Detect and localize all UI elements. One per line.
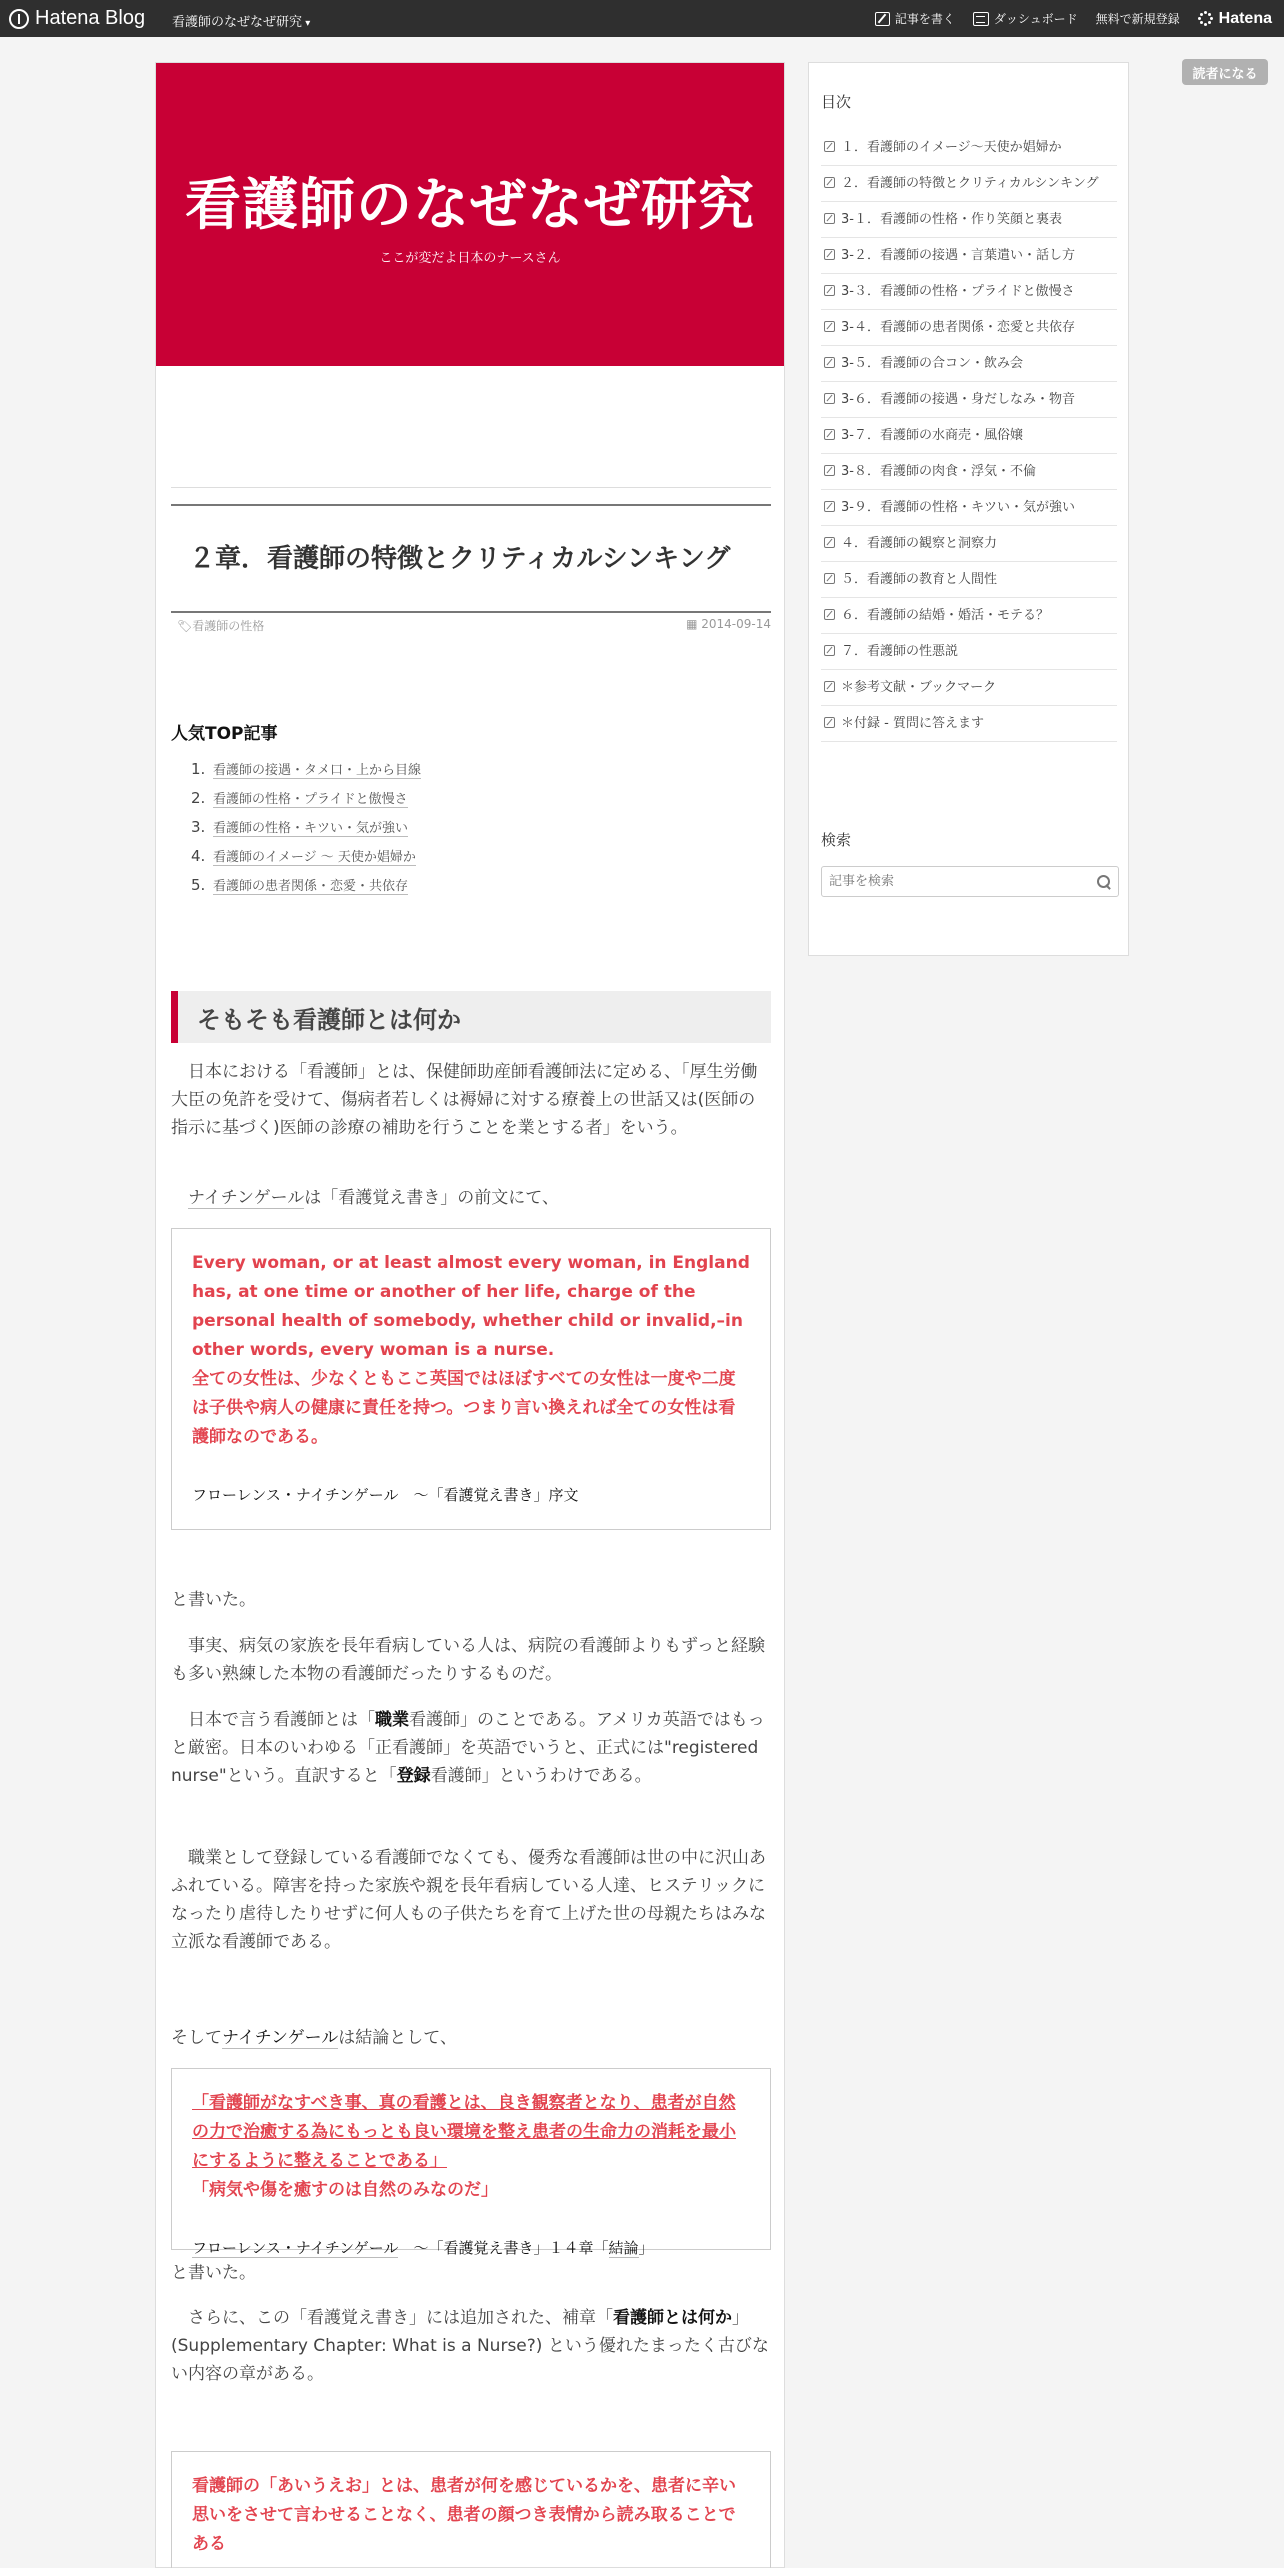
blockquote [171,2068,771,2257]
popular-heading: 人気TOP記事 [171,724,278,744]
toc-item[interactable] [821,274,1117,310]
paragraph-text: は結論として、 [338,2028,457,2048]
toc-item[interactable] [821,562,1117,598]
paragraph-text: そして [171,2028,222,2048]
popular-link[interactable]: 看護師の接遇・タメ口・上から目線 [213,759,421,779]
paragraph [171,1706,771,1790]
toc-label: 3-５．看護師の合コン・飲み会 [841,356,1023,371]
toc-label: 3-１．看護師の性格・作り笑顔と裏表 [841,212,1062,227]
toc-item[interactable] [821,454,1117,490]
edit-icon [824,141,835,152]
edit-icon [824,645,835,656]
popular-list [191,754,421,899]
edit-icon [824,213,835,224]
search-heading: 検索 [821,831,852,849]
paragraph: 職業として登録している看護師でなくても、優秀な看護師は世の中に沢山あふれている。障害を持った家族や親を長年看病している人達、ヒステリックになったり虐待したりせずに何人もの子供たちを育て上げた世の母親たちはみな立派な看護師である。 [171,1848,766,1952]
quote-text: 「看護師がなすべき事、真の看護とは、良き観察者となり、患者が自然の力で治癒する為にもっとも良い環境を整え患者の生命力の消耗を最小にするように整えることである」 [192,2093,736,2171]
edit-icon [824,717,835,728]
blog-name-menu[interactable]: 看護師のなぜなぜ研究 ▾ [172,11,310,30]
toc-label: 3-３．看護師の性格・プライドと傲慢さ [841,284,1075,299]
paragraph-text: 日本で言う看護師とは「 [188,1710,375,1730]
section-heading: そもそも看護師とは何か [171,991,771,1043]
list-item [191,841,421,870]
toc-item[interactable] [821,202,1117,238]
hatena-link[interactable] [1198,10,1272,28]
entry-date [686,617,771,631]
edit-icon [824,465,835,476]
list-number: 1. [191,759,206,778]
hatena-blog-logo-icon [9,9,29,29]
toc-label: 3-４．看護師の患者関係・恋愛と共依存 [841,320,1075,335]
toc-label: 3-９．看護師の性格・キツい・気が強い [841,500,1075,515]
toc-item[interactable] [821,526,1117,562]
toc-item[interactable] [821,130,1117,166]
toc-item[interactable] [821,166,1117,202]
toc-label: 3-２．看護師の接遇・言葉遣い・話し方 [841,248,1075,263]
toc-label: 3-６．看護師の接遇・身だしなみ・物音 [841,392,1075,407]
edit-icon [824,429,835,440]
dashboard-icon [973,12,989,26]
toc-item[interactable] [821,670,1117,706]
popular-link[interactable]: 看護師のイメージ 〜 天使か娼婦か [213,846,416,866]
hatena-blog-logo-text: Hatena Blog [35,7,146,29]
bold-text: 職業 [375,1710,409,1730]
toc-item[interactable] [821,598,1117,634]
quote-japanese: 全ての女性は、少なくともここ英国ではほぼすべての女性は一度や二度は子供や病人の健康に責任を持つ。つまり言い換えれば全ての女性は看護師なのである。 [192,1369,736,1447]
write-article-label: 記事を書く [894,12,955,26]
toc-item[interactable] [821,490,1117,526]
category-link[interactable] [177,617,264,634]
popular-link[interactable]: 看護師の性格・プライドと傲慢さ [213,788,408,808]
edit-icon [824,501,835,512]
popular-link[interactable]: 看護師の性格・キツい・気が強い [213,817,408,837]
search-icon[interactable] [1096,874,1112,890]
paragraph: と書いた。 [171,1590,256,1610]
edit-icon [824,681,835,692]
toc-label: ６．看護師の結婚・婚活・モテる？ [841,608,1050,623]
list-number: 4. [191,846,206,865]
blockquote [171,2451,771,2568]
paragraph-text: さらに、この「看護覚え書き」には追加された、補章「 [188,2308,613,2328]
signup-link[interactable]: 無料で新規登録 [1095,12,1180,26]
paragraph-text: は「看護覚え書き」の前文にて、 [304,1188,559,1208]
search-form [821,866,1119,897]
keyword-link[interactable]: 結論 [608,2239,639,2257]
toc-label: ５．看護師の教育と人間性 [841,572,998,587]
global-header [0,0,1284,37]
list-item [191,870,421,899]
edit-icon [824,357,835,368]
list-item [191,754,421,783]
edit-icon [824,393,835,404]
blog-title[interactable]: 看護師のなぜなぜ研究 [185,173,755,238]
keyword-link[interactable]: ナイチンゲール [222,2028,339,2048]
list-number: 3. [191,817,206,836]
paragraph: と書いた。 [171,2263,256,2283]
quote-text: 看護師の「あいうえお」とは、患者が何を感じているかを、患者に辛い思いをさせて言わせることなく、患者の顔つき表情から読み取ることである [192,2476,736,2554]
divider [171,487,771,488]
hatena-blog-logo[interactable] [9,7,145,30]
toc-label: 3-７．看護師の水商売・風俗嬢 [841,428,1023,443]
paragraph-text: 看護師」のことである。アメリカ英語ではもっと厳密。日本のいわゆる「正看護師」を英語でいうと、正式には"registered nurse"という。直訳すると「 [171,1710,765,1786]
toc-item[interactable] [821,634,1117,670]
main-column [155,62,785,2568]
category-label: 看護師の性格 [192,619,265,633]
toc-label: １．看護師のイメージ〜天使か娼婦か [841,140,1062,155]
quote-english: Every woman, or at least almost every woman, in England has, at one time or another of her life, charge of the personal health of somebody, whether child or invalid,–in other words, every woman is a nurse. [192,1253,750,1360]
blockquote [171,1228,771,1530]
sidebar [808,62,1129,956]
edit-icon [824,537,835,548]
paragraph [171,2304,771,2388]
toc-label: ７．看護師の性悪説 [841,644,959,659]
toc-label: ＊参考文献・ブックマーク [841,680,997,695]
tag-icon: 🏷 [177,619,193,633]
bold-text: 看護師とは何か [613,2308,732,2328]
toc-item[interactable] [821,418,1117,454]
blog-header [156,63,784,366]
toc-heading: 目次 [821,93,852,111]
toc-list [821,130,1117,742]
paragraph-text: 」(Supplementary Chapter: What is a Nurse?) という優れたまったく古びない内容の章がある。 [171,2308,769,2384]
edit-icon [824,285,835,296]
paragraph [171,2024,771,2052]
toc-item[interactable] [821,706,1117,742]
toc-item[interactable] [821,238,1117,274]
toc-label: ４．看護師の観察と洞察力 [841,536,998,551]
list-item [191,812,421,841]
dashboard-link[interactable] [973,10,1078,27]
paragraph-text: 看護師」というわけである。 [430,1766,652,1786]
calendar-icon: ▦ [686,617,698,631]
edit-icon [824,249,835,260]
hatena-label: Hatena [1218,9,1272,27]
hatena-dots-icon [1198,11,1214,27]
entry-title[interactable]: ２章．看護師の特徴とクリティカルシンキング [189,544,731,574]
subscribe-button[interactable]: 読者になる [1182,59,1268,85]
toc-item[interactable] [821,382,1117,418]
edit-icon [824,177,835,188]
quote-source-text: 」 [638,2239,654,2257]
header-actions [875,0,1272,37]
toc-label: ２．看護師の特徴とクリティカルシンキング [841,176,1099,191]
edit-icon [824,321,835,332]
keyword-link[interactable]: フローレンス・ナイチンゲール [192,2239,399,2257]
toc-label: ＊付録 - 質問に答えます [841,716,984,731]
divider [171,611,771,613]
toc-item[interactable] [821,346,1117,382]
edit-icon [824,573,835,584]
dashboard-label: ダッシュボード [993,12,1078,26]
keyword-link[interactable]: ナイチンゲール [188,1188,305,1208]
write-article-link[interactable] [875,10,955,27]
paragraph: 日本における「看護師」とは、保健師助産師看護師法に定める、「厚生労働大臣の免許を受けて、傷病者若しくは褥婦に対する療養上の世話又は(医師の指示に基づく)医師の診療の補助を行うことを業とする者」をいう。 [171,1062,758,1138]
paragraph [171,1184,771,1212]
edit-icon [824,609,835,620]
quote-source-text: 〜「看護覚え書き」１４章「 [398,2239,609,2257]
list-number: 2. [191,788,206,807]
bold-text: 登録 [396,1766,431,1786]
quote-source: フローレンス・ナイチンゲール 〜「看護覚え書き」序文 [192,1486,579,1504]
list-item [191,783,421,812]
entry-date-label: 2014-09-14 [701,617,771,631]
toc-label: 3-８．看護師の肉食・浮気・不倫 [841,464,1036,479]
pencil-icon [875,12,890,26]
paragraph: 事実、病気の家族を長年看病している人は、病院の看護師よりもずっと経験も多い熟練した本物の看護師だったりするものだ。 [171,1636,765,1684]
toc-item[interactable] [821,310,1117,346]
search-input[interactable] [822,867,1084,896]
list-number: 5. [191,875,206,894]
quote-text: 「病気や傷を癒すのは自然のみなのだ」 [192,2180,498,2200]
divider [171,504,771,506]
popular-link[interactable]: 看護師の患者関係・恋愛・共依存 [213,875,408,895]
blog-description: ここが変だよ日本のナースさん [379,251,561,266]
